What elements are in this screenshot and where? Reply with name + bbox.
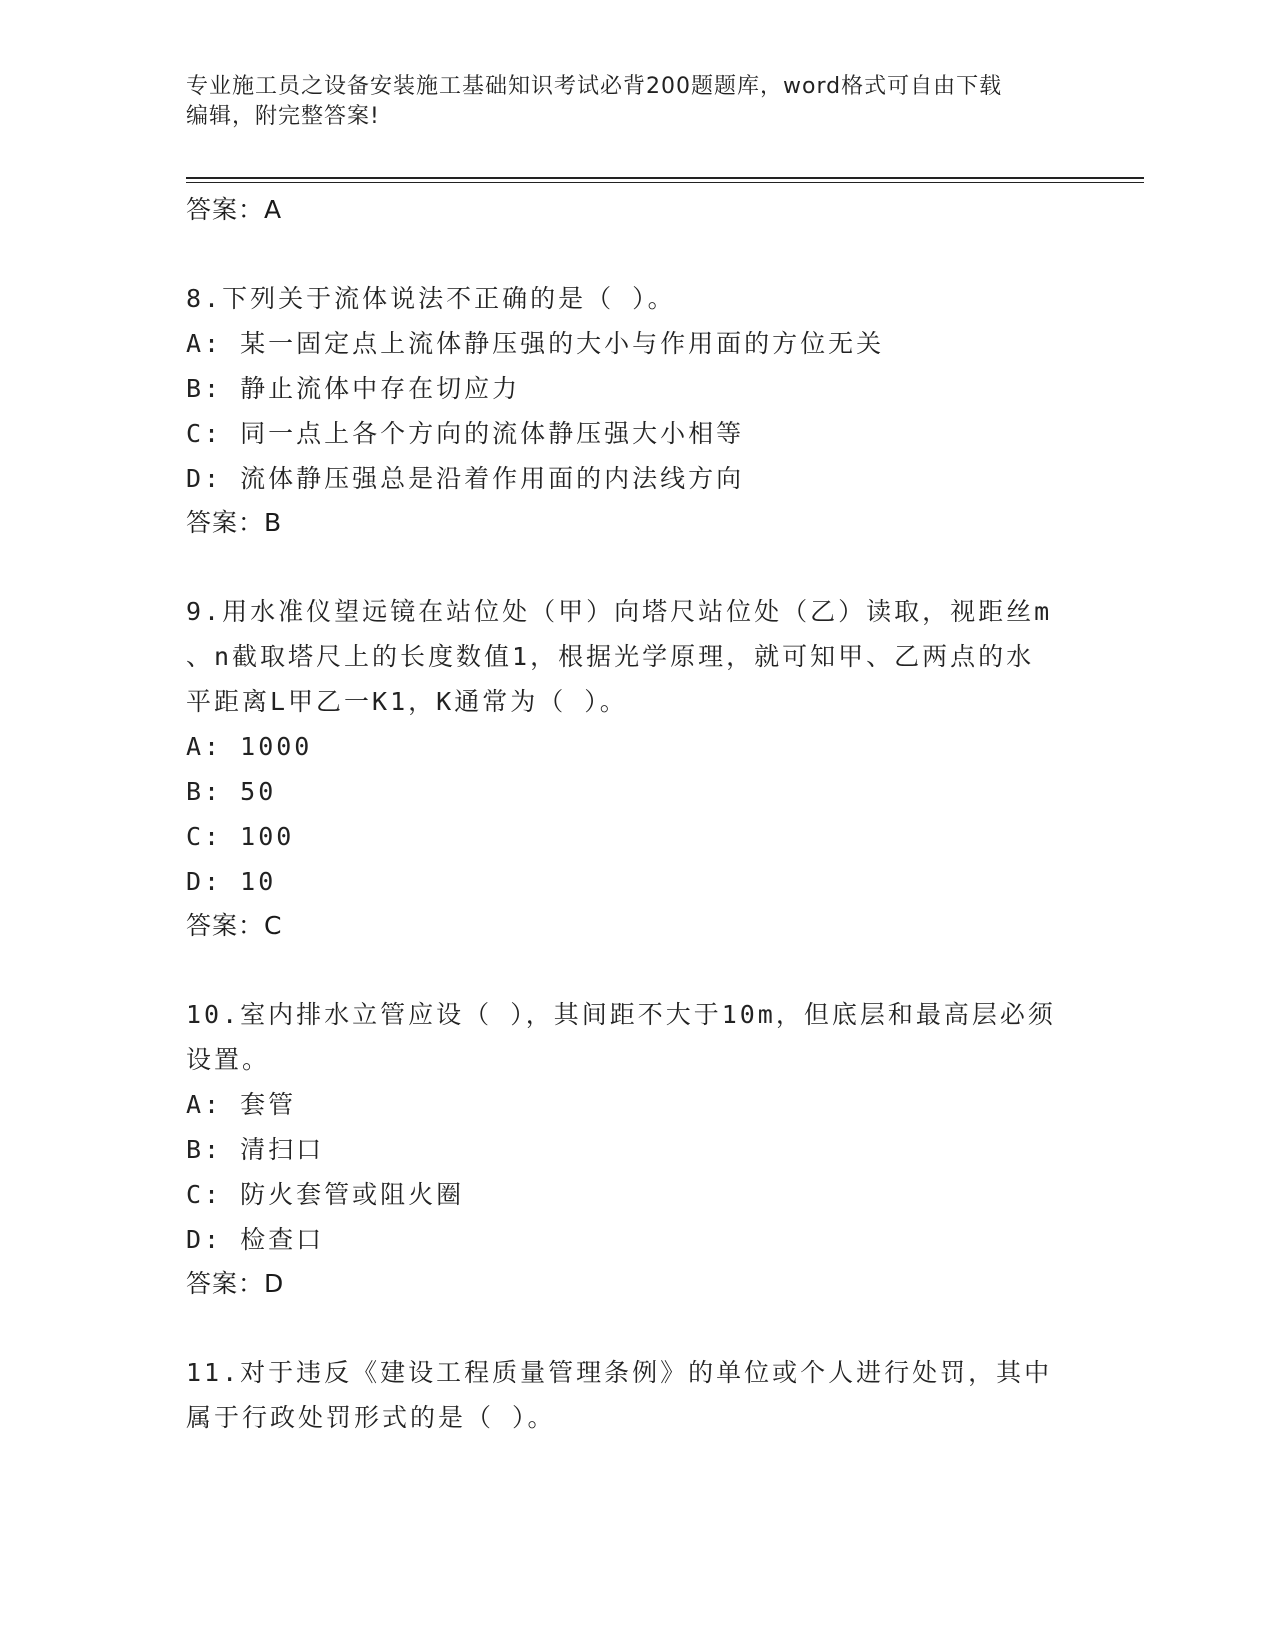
document-header: [186, 72, 1086, 132]
question-stem-line-1: 9.用水准仪望远镜在站位处（甲）向塔尺站位处（乙）读取，视距丝m: [186, 597, 1053, 626]
header-line-2: 编辑，附完整答案!: [186, 104, 380, 129]
question-9: [186, 589, 1086, 948]
question-list: [186, 188, 1086, 1440]
option-b: B: 50: [186, 777, 277, 806]
option-b: B: 静止流体中存在切应力: [186, 374, 521, 403]
option-c: C: 100: [186, 822, 295, 851]
question-stem-line-2: 属于行政处罚形式的是（ ）。: [186, 1403, 556, 1432]
question-stem-line-2: 、n截取塔尺上的长度数值1，根据光学原理，就可知甲、乙两点的水: [186, 642, 1035, 671]
option-b: B: 清扫口: [186, 1135, 325, 1164]
spacer: [186, 232, 1086, 276]
question-8: [186, 276, 1086, 545]
option-a: A: 套管: [186, 1090, 297, 1119]
question-stem-line-1: 10.室内排水立管应设（ ），其间距不大于10m，但底层和最高层必须: [186, 1000, 1056, 1029]
option-a: A: 1000: [186, 732, 313, 761]
answer: 答案：B: [186, 508, 283, 537]
header-divider-thick: [186, 177, 1144, 179]
option-c: C: 防火套管或阻火圈: [186, 1180, 465, 1209]
option-d: D: 流体静压强总是沿着作用面的内法线方向: [186, 464, 745, 493]
answer-q7: 答案：A: [186, 195, 283, 224]
question-stem-line-1: 11.对于违反《建设工程质量管理条例》的单位或个人进行处罚，其中: [186, 1358, 1053, 1387]
question-stem: 8.下列关于流体说法不正确的是（ ）。: [186, 284, 676, 313]
spacer: [186, 545, 1086, 589]
question-10: [186, 992, 1086, 1306]
option-d: D: 10: [186, 867, 277, 896]
answer: 答案：D: [186, 1269, 285, 1298]
option-a: A: 某一固定点上流体静压强的大小与作用面的方位无关: [186, 329, 885, 358]
option-c: C: 同一点上各个方向的流体静压强大小相等: [186, 419, 745, 448]
answer: 答案：C: [186, 911, 283, 940]
spacer: [186, 948, 1086, 992]
spacer: [186, 1306, 1086, 1350]
question-stem-line-3: 平距离L甲乙一K1，K通常为（ ）。: [186, 687, 628, 716]
option-d: D: 检查口: [186, 1225, 325, 1254]
header-line-1: 专业施工员之设备安装施工基础知识考试必背200题题库，word格式可自由下载: [186, 74, 1003, 99]
question-stem-line-2: 设置。: [186, 1045, 271, 1074]
header-divider-thin: [186, 182, 1144, 183]
question-11: [186, 1350, 1086, 1440]
